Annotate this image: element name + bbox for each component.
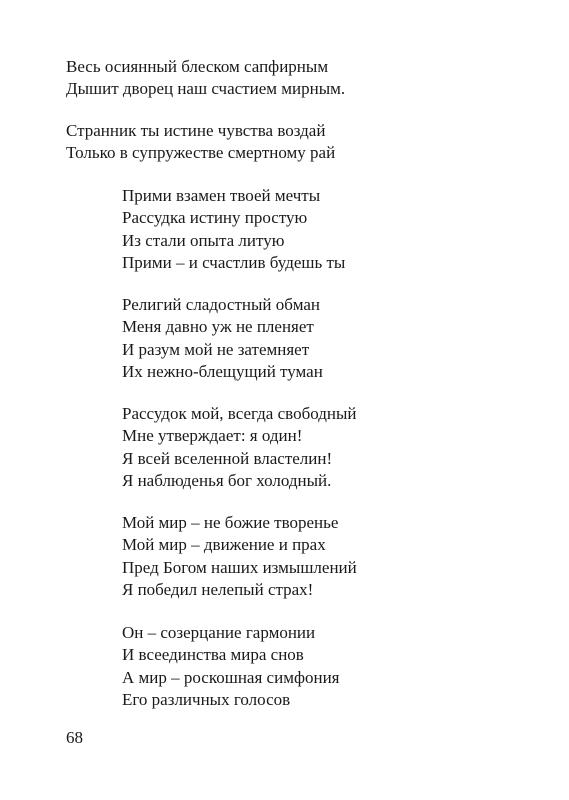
poem-line: Религий сладостный обман bbox=[122, 295, 321, 314]
poem-line: Странник ты истине чувства воздай bbox=[66, 121, 326, 140]
stanza-7 bbox=[122, 622, 339, 712]
stanza-1 bbox=[66, 56, 345, 101]
poem-line: И разум мой не затемняет bbox=[122, 339, 310, 359]
poem-line: И всеединства мира снов bbox=[122, 645, 304, 665]
page-number: 68 bbox=[66, 728, 83, 747]
poem-line: Прими взамен твоей мечты bbox=[122, 186, 321, 205]
stanza-3 bbox=[122, 185, 345, 275]
poem-line: Рассудок мой, всегда свободный bbox=[122, 404, 357, 423]
poem-line: Он – созерцание гармонии bbox=[122, 623, 316, 642]
poem-line: Я наблюденья бог холодный. bbox=[122, 471, 332, 491]
poem-line: Прими – и счастлив будешь ты bbox=[122, 253, 346, 273]
poem-line: Из стали опыта литую bbox=[122, 230, 285, 250]
poem-line: Их нежно-блещущий туман bbox=[122, 362, 323, 382]
stanza-2 bbox=[66, 120, 335, 165]
poem-line: Мне утверждает: я один! bbox=[122, 426, 303, 446]
poem-line: Весь осиянный блеском сапфирным bbox=[66, 57, 329, 76]
poem-line: Только в супружестве смертному рай bbox=[66, 143, 336, 163]
poem-line: Его различных голосов bbox=[122, 690, 291, 710]
poem-line: Я всей вселенной властелин! bbox=[122, 448, 333, 468]
poem-line: А мир – роскошная симфония bbox=[122, 667, 340, 687]
poem-line: Мой мир – не божие творенье bbox=[122, 513, 339, 532]
poem-line: Пред Богом наших измышлений bbox=[122, 557, 357, 577]
poem-line: Мой мир – движение и прах bbox=[122, 535, 326, 555]
stanza-4 bbox=[122, 294, 323, 384]
poem-line: Я победил нелепый страх! bbox=[122, 580, 314, 600]
poem-line: Дышит дворец наш счастием мирным. bbox=[66, 79, 346, 99]
poem-line: Меня давно уж не пленяет bbox=[122, 317, 314, 337]
stanza-5 bbox=[122, 403, 357, 493]
stanza-6 bbox=[122, 512, 357, 602]
poem-line: Рассудка истину простую bbox=[122, 208, 308, 228]
